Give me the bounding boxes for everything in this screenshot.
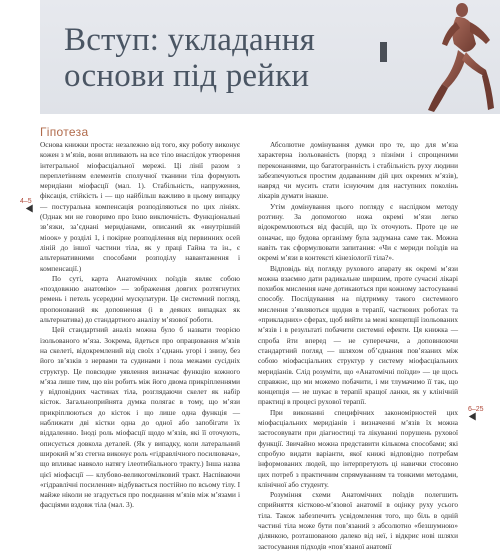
chapter-header — [0, 0, 500, 118]
anatomical-runner-figure — [420, 0, 500, 114]
paragraph: Відповідь від погляду рухового апарату як окремі м’язи можна взаємно дати радикальне ширшим, проте сучасні лікарі похибок мислення наче дотикаються при кожному застосуванні способу. Послідування на підтримку такого системного мислення з’являються щодня в терапії, часткових роботах та «прикладних» сферах, щоб вийти за межі концепції ізольованих м’язів і в результаті побачити системні ефекти. Ця книжка — спроба йти вперед — не суперечачи, а доповнюючи стандартний погляд — шляхом об’єднання пов’язаних між собою міофасціальних структур у систему міофасціальних меридіанів. Слід розуміти, що «Анатомічні поїзди» — це щось справжнє, що ми можемо побачити, і ми тлумачимо її так, що концепція — не шукає в терапії кращої ланки, як у клінічній практиці в процесі рухової терапії. — [258, 263, 458, 407]
runner-illustration — [420, 0, 500, 114]
section-heading: Гіпотеза — [40, 125, 89, 139]
margin-reference-left: 4–5 — [20, 198, 32, 205]
text-column-left — [40, 140, 240, 511]
margin-arrow-icon — [469, 412, 479, 422]
paragraph: Цей стандартний аналіз можна було б назвати теорією ізольованого м’яза. Зокрема, йдеться про опрацювання м’язів на скелеті, відокремлений від своїх з’єднань угорі і знизу, без його зв’язків з нервами та судинами і поза межами сусідніх структур. Це повсюдне уявлення визначає функцію кожного м’яза лише тим, що він робить між його двома прикріпленнями у відповідних частинах тіла, розглядаючи скелет як набір кісток. Загальноприйнята думка полягає в тому, що м’язи прикріплюються до кісток і що лише одна функція — наближати дві кістки одна до одної або запобігати їх віддаленню. Іноді роль міофасції щодо м’язів, які її оточують, описується довкола деталей. (Як у випадку, коли латеральний широкий м’яз стегна виконує роль «гідравлічного посилювача», що впливає навколо натягу ілеотибіального тракту.) Інша назва цієї міофасції — клубово-великогомілковий тракт. Наспіваючи «гідравлічні посилення» відбувається постійно по всьому тілу. І майже ніколи не згадується про поєднання м’язів між м’язами і фасціями вздовж тіла (мал. 3). — [40, 325, 240, 510]
paragraph: Розуміння схеми Анатомічних поїздів полегшить сприйняття кістково-м’язової анатомії в оцінку руху усього тіла. Також забезпечить усвідомлення того, що біль в одній частині тіла може бути пов’язаний з абсолютно «безшумною» ділянкою, розташованою далеко від неї, і відкриє нові шляхи застосування підходів «пов’язаної анатомії — [258, 490, 458, 551]
title-bar-mark — [380, 42, 387, 62]
paragraph: При виконанні специфічних закономірностей цих міофасціальних меридіанів і визначенні м’язів їх можна застосовувати при діагностиці та лікуванні порушень рухової функції. Звичайно можна представити кількома способами; які спробую видати варіанти, якої книжі відповідно потребам інформованих людей, що інтерпретують ці навички стосовно цих потреб з практичним спрямуванням та тонкими методами, клінічної або студенту. — [258, 407, 458, 489]
paragraph: Основа книжки проста: незалежно від того, яку роботу виконує кожен з м’язів, вони впливають на все тіло внаслідок утворення інтегральної міофасціальної мережі. Ці лінії разом з переплетінням елементів сполучної тканини тіла формують меридіани міофасції (мал. 1). Стабільність, напруження, фіксація, стійкість і — що найбільш важливо в цьому випадку — постуральна компенсація розподіляються по цих лініях. (Однак ми не говоримо про їхню виключність. Функціональні зв’язки, за’єднані меридіанами, описаний як «внутрішній міоок» у розділі 1, і покірне розподілення від первинних осей ліній до іншої частини тіла, як у праці Гайна та ін., є альтернативними способами розподілу навантаження і компенсації.) — [40, 140, 240, 273]
chapter-title-line-1: Вступ: укладання — [64, 22, 316, 58]
margin-arrow-icon — [26, 204, 36, 214]
chapter-title — [64, 22, 384, 94]
paragraph: Утім домінування цього погляду є наслідком методу розтину. За допомогою ножа окремі м’язи легко відокремлюються від фасцій, що їх оточують. Проте це не означає, що будова організму була задумана саме так. Можна навіть так сформулювати запитання: «Чи є мериди поїздів на окремі м’язи в контексті кінезіології тіла?». — [258, 201, 458, 263]
chapter-title-line-2: основи під рейки — [64, 58, 310, 94]
text-column-right — [258, 140, 458, 552]
paragraph: Абсолютне домінування думки про те, що для м’яза характерна ізольованість (поряд з пізніми і спрощеними переконаннями, що багатогранність і стабільність руху людини забезпечуються простим додаванням дій цих окремих м’язів), навряд чи мусить стати існуючим для наступних поколінь лікарів думати інакше. — [258, 140, 458, 201]
paragraph: По суті, карта Анатомічних поїздів являє собою «поздовжню анатомію» — зображення довгих розтягнутих ремень і петель усередині мускулатури. Це системний погляд, пропонований як доповнення (і в деяких випадках як альтернатива) до стандартного аналізу м’язової роботи. — [40, 273, 240, 325]
margin-reference-right: 6–25 — [468, 406, 484, 413]
